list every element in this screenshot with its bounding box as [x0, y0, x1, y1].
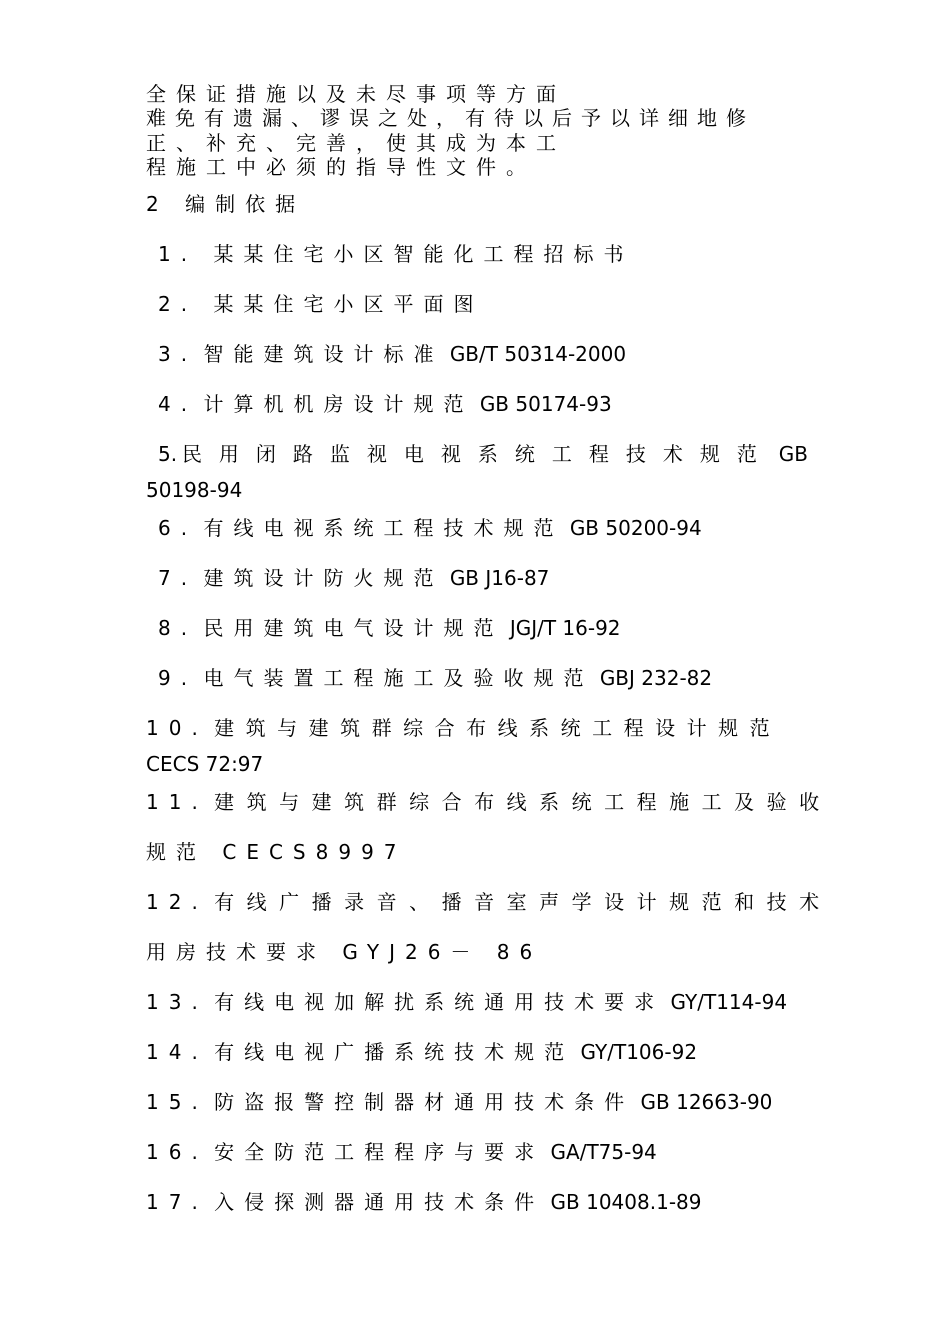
reference-code: GB/T 50314-2000 — [449, 342, 627, 366]
reference-code: GB 50200-94 — [569, 516, 702, 540]
reference-code: GB 10408.1-89 — [550, 1190, 702, 1214]
intro-line-2: 难免有遗漏、谬误之处，有待以后予以详细地修 — [146, 106, 755, 130]
reference-number: 17. — [146, 1190, 208, 1214]
reference-code: GB 50174-93 — [479, 392, 612, 416]
reference-title: 有线广播录音、播音室声学设计规范和技术 — [214, 890, 832, 914]
reference-title: 某某住宅小区平面图 — [213, 292, 484, 316]
reference-number: 11. — [146, 790, 208, 814]
reference-continuation: 50198-94 — [146, 478, 243, 502]
reference-number: 7. — [158, 566, 198, 590]
reference-item — [158, 442, 808, 466]
intro-line-1: 全保证措施以及未尽事项等方面 — [146, 82, 566, 106]
reference-title: 电气装置工程施工及验收规范 — [203, 666, 594, 690]
reference-item — [158, 666, 712, 690]
reference-number: 8. — [158, 616, 198, 640]
reference-number: 9. — [158, 666, 198, 690]
reference-code: GB 12663-90 — [640, 1090, 773, 1114]
reference-title: 防盗报警控制器材通用技术条件 — [214, 1090, 635, 1114]
reference-code: GB J16-87 — [449, 566, 550, 590]
reference-number: 13. — [146, 990, 208, 1014]
reference-item — [158, 242, 633, 266]
reference-item — [146, 1140, 657, 1164]
reference-item — [158, 566, 549, 590]
reference-code: GBJ 232-82 — [599, 666, 713, 690]
reference-item — [158, 342, 626, 366]
reference-title: 计算机机房设计规范 — [203, 392, 474, 416]
reference-item — [146, 1190, 701, 1214]
reference-number: 16. — [146, 1140, 208, 1164]
reference-item — [146, 890, 832, 914]
reference-title: 有线电视加解扰系统通用技术要求 — [214, 990, 665, 1014]
reference-item — [146, 990, 787, 1014]
intro-line-4: 程施工中必须的指导性文件。 — [146, 155, 536, 179]
reference-number: 1. — [158, 242, 198, 266]
reference-number: 6. — [158, 516, 198, 540]
reference-item — [146, 1040, 697, 1064]
reference-number: 14. — [146, 1040, 208, 1064]
reference-item — [158, 616, 621, 640]
reference-continuation: CECS 72:97 — [146, 752, 264, 776]
reference-item — [158, 516, 702, 540]
reference-item — [146, 790, 832, 814]
reference-code: JGJ/T 16-92 — [509, 616, 621, 640]
reference-number: 4. — [158, 392, 198, 416]
reference-title: 某某住宅小区智能化工程招标书 — [213, 242, 634, 266]
reference-title: 安全防范工程程序与要求 — [214, 1140, 545, 1164]
reference-title: 智能建筑设计标准 — [203, 342, 444, 366]
reference-number: 3. — [158, 342, 198, 366]
reference-title: 入侵探测器通用技术条件 — [214, 1190, 545, 1214]
reference-title: 建筑与建筑群综合布线系统工程设计规范 — [214, 716, 782, 740]
reference-title: 建筑设计防火规范 — [203, 566, 444, 590]
reference-item — [158, 392, 612, 416]
reference-continuation: 用房技术要求 GYJ26－ 86 — [146, 940, 543, 964]
reference-item — [158, 292, 483, 316]
reference-number: 12. — [146, 890, 208, 914]
reference-item — [146, 1090, 772, 1114]
intro-line-3: 正、补充、完善，使其成为本工 — [146, 131, 566, 155]
reference-code: GY/T106-92 — [580, 1040, 698, 1064]
section-heading: 2 编制依据 — [146, 192, 306, 216]
reference-title: 民用建筑电气设计规范 — [203, 616, 504, 640]
reference-title: 有线电视广播系统技术规范 — [214, 1040, 575, 1064]
reference-title: 建筑与建筑群综合布线系统工程施工及验收 — [214, 790, 832, 814]
reference-code: GA/T75-94 — [550, 1140, 657, 1164]
reference-item — [146, 716, 781, 740]
reference-title: 有线电视系统工程技术规范 — [203, 516, 564, 540]
reference-code: GY/T114-94 — [670, 990, 788, 1014]
reference-number: 2. — [158, 292, 198, 316]
reference-title: 民用闭路监视电视系统工程技术规范 — [181, 442, 774, 466]
reference-code: GB — [778, 442, 808, 466]
reference-number: 10. — [146, 716, 208, 740]
reference-continuation: 规范 CECS8997 — [146, 840, 407, 864]
reference-number: 5. — [158, 442, 178, 466]
reference-number: 15. — [146, 1090, 208, 1114]
